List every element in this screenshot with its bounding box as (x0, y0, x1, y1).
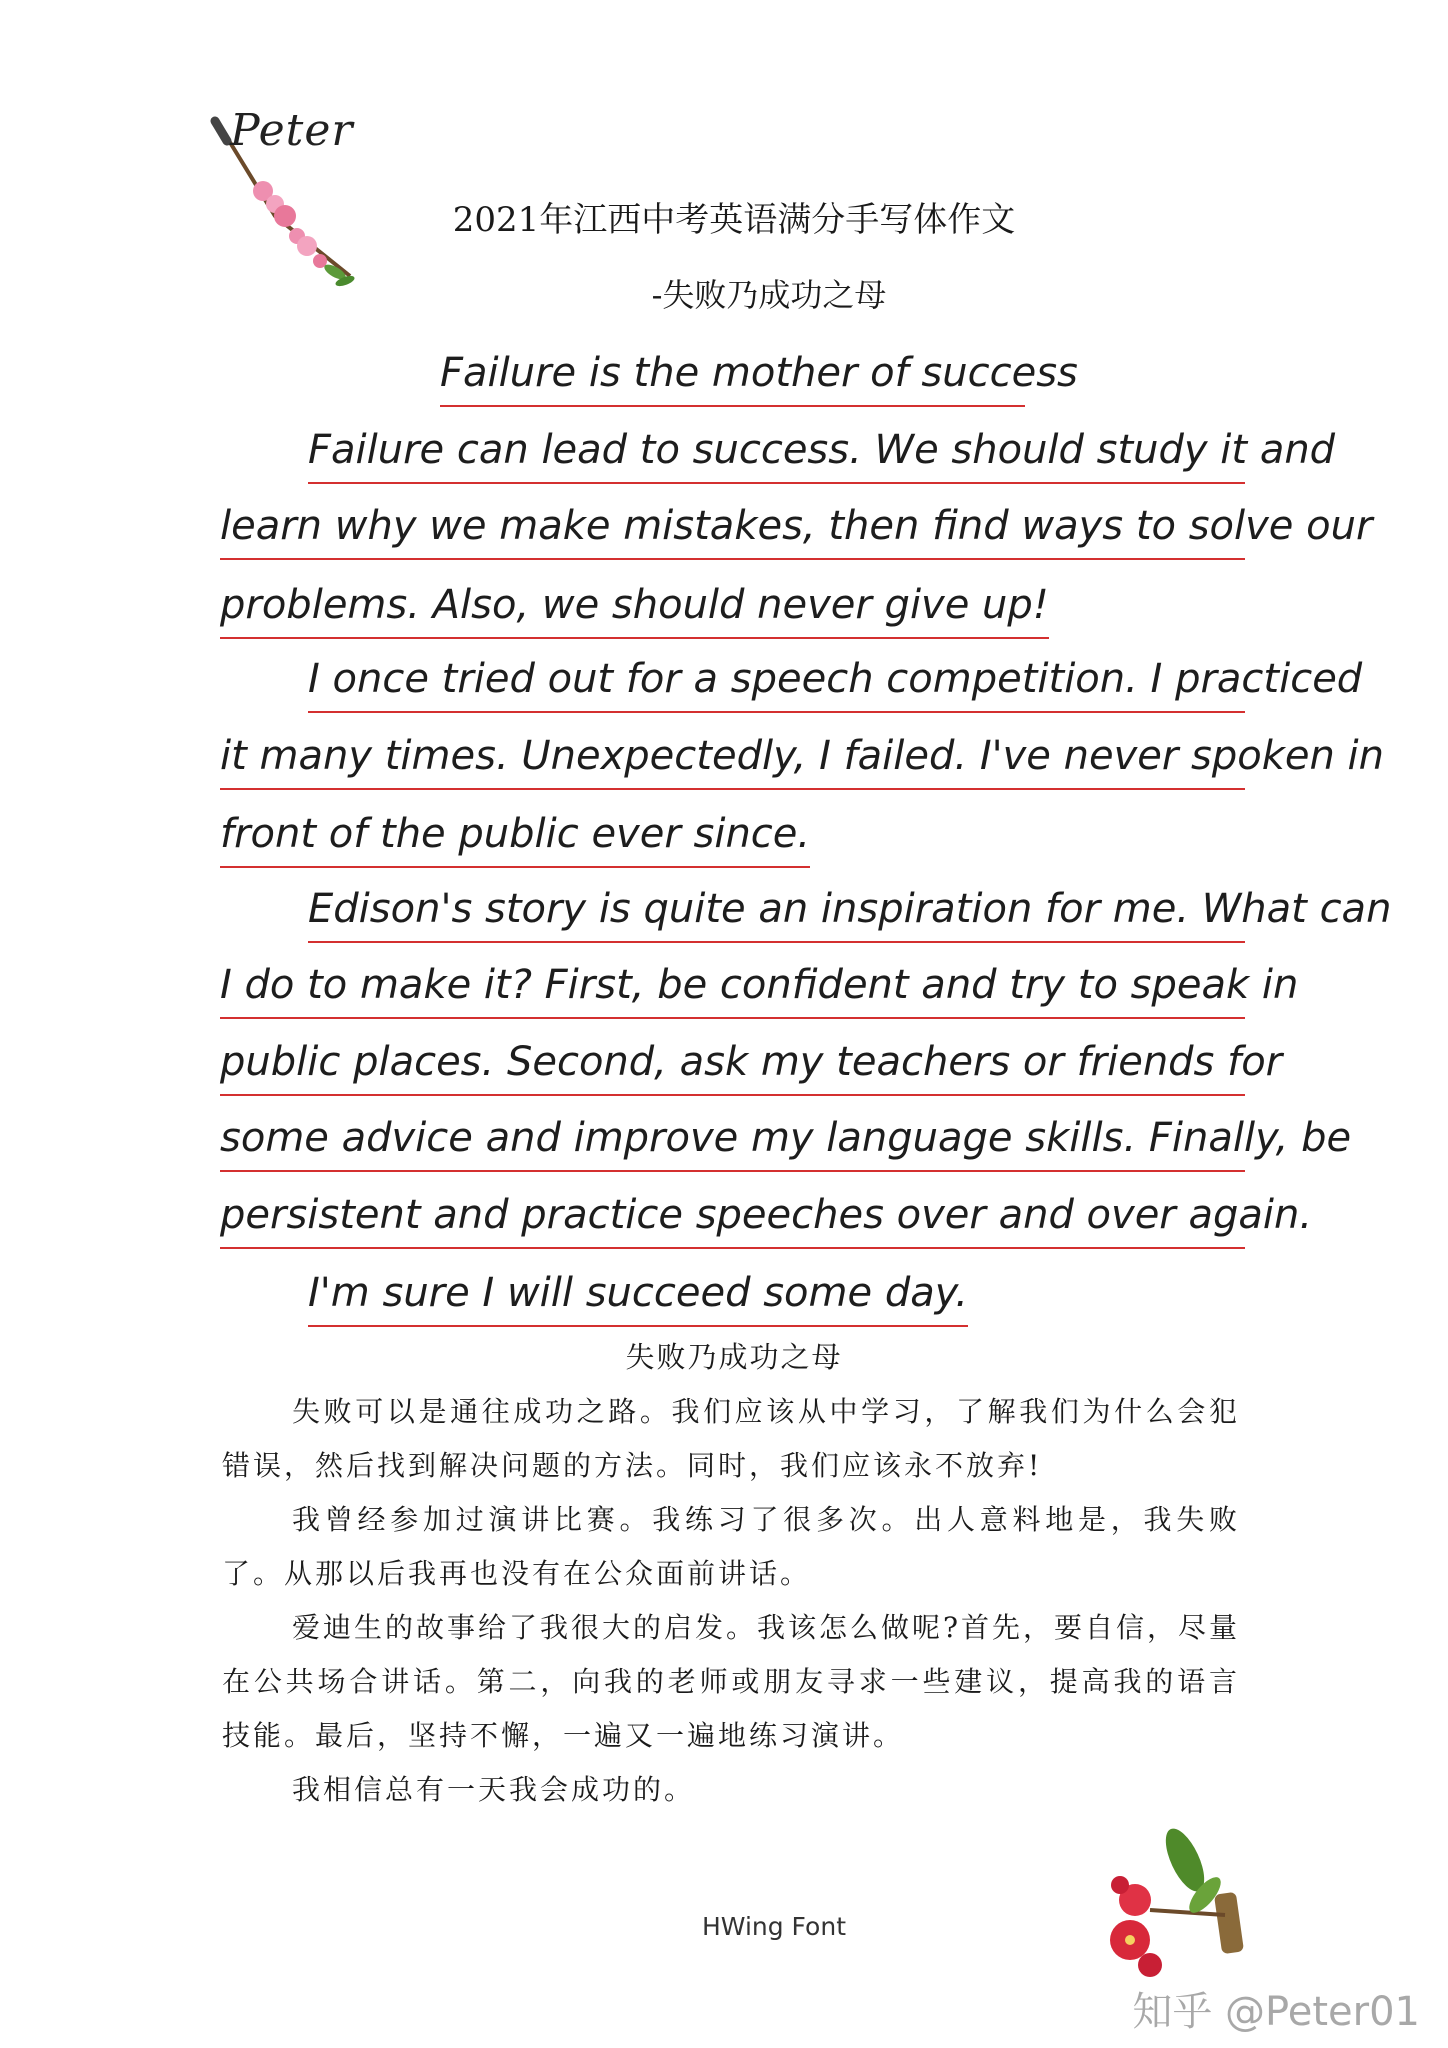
chinese-translation (222, 1385, 1240, 1817)
essay-line (220, 490, 1373, 567)
essay-line (220, 1026, 1283, 1103)
essay-line-text: problems. Also, we should never give up! (220, 569, 1049, 639)
essay-line-text: persistent and practice speeches over and over again. (220, 1179, 1245, 1249)
translation-paragraph: 爱迪生的故事给了我很大的启发。我该怎么做呢?首先，要自信，尽量在公共场合讲话。第二，向我的老师或朋友寻求一些建议，提高我的语言技能。最后，坚持不懈，一遍又一遍地练习演讲。 (222, 1611, 1241, 1752)
essay-line (220, 643, 1363, 720)
essay-line-text: learn why we make mistakes, then find ways to solve our (220, 490, 1245, 560)
essay-line-text: Edison's story is quite an inspiration for me. What can (308, 873, 1245, 943)
logo-signature: Peter (230, 105, 354, 156)
essay-line (220, 720, 1385, 797)
essay-line-text: front of the public ever since. (220, 798, 810, 868)
essay-line-text: it many times. Unexpectedly, I failed. I've never spoken in (220, 720, 1245, 790)
essay-line (220, 1255, 1245, 1332)
red-flower-decoration (1090, 1815, 1250, 1985)
essay-title-line (440, 337, 1078, 414)
essay-line-text: Failure can lead to success. We should study it and (308, 414, 1245, 484)
essay-line (220, 414, 1336, 491)
essay-title: Failure is the mother of success (440, 337, 1025, 407)
english-essay (220, 337, 1392, 1332)
translation-title: 失败乃成功之母 (625, 1340, 843, 1374)
essay-line (220, 873, 1392, 950)
essay-line-text: public places. Second, ask my teachers or friends for (220, 1026, 1245, 1096)
essay-line-text: I once tried out for a speech competition. I practiced (308, 643, 1245, 713)
translation-paragraph: 我曾经参加过演讲比赛。我练习了很多次。出人意料地是，我失败了。从那以后我再也没有在公众面前讲话。 (222, 1503, 1240, 1590)
essay-line (220, 1179, 1313, 1256)
essay-line-text: some advice and improve my language skills. Finally, be (220, 1102, 1245, 1172)
page-subtitle: -失败乃成功之母 (651, 276, 887, 314)
page-title: 2021年江西中考英语满分手写体作文 (452, 200, 1016, 240)
essay-line (220, 1102, 1352, 1179)
font-credit: HWing Font (701, 1912, 846, 1941)
essay-line (220, 796, 1245, 873)
translation-paragraph: 失败可以是通往成功之路。我们应该从中学习，了解我们为什么会犯错误，然后找到解决问题的方法。同时，我们应该永不放弃! (222, 1395, 1240, 1482)
essay-line (220, 949, 1299, 1026)
zhihu-watermark: 知乎 @Peter01 (1132, 1989, 1420, 2035)
essay-line (220, 567, 1245, 644)
essay-line-text: I'm sure I will succeed some day. (308, 1257, 968, 1327)
translation-paragraph: 我相信总有一天我会成功的。 (292, 1773, 696, 1806)
essay-line-text: I do to make it? First, be confident and try to speak in (220, 949, 1245, 1019)
